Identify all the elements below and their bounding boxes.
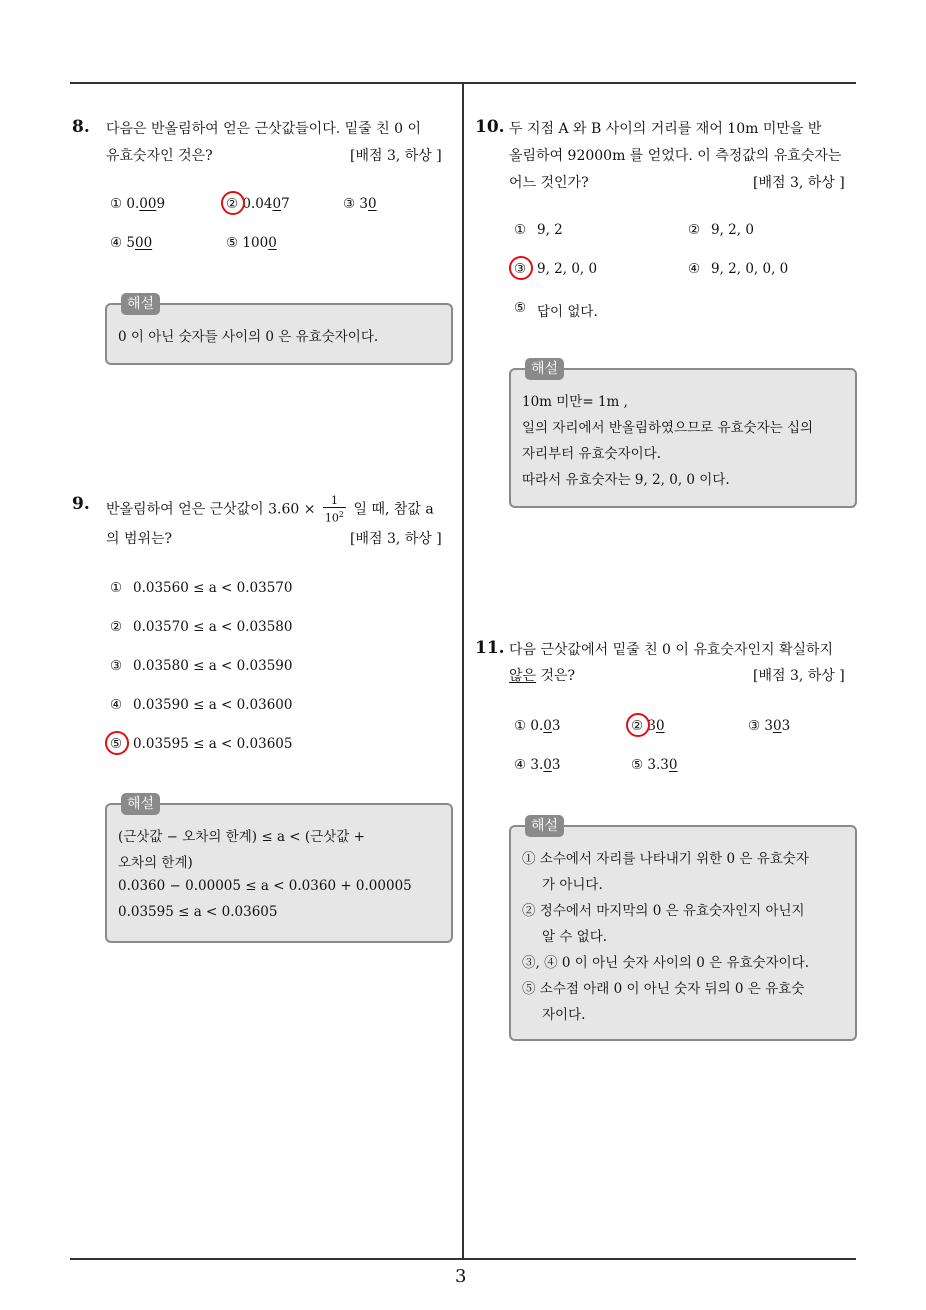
underlined-digits: 0 bbox=[543, 757, 552, 773]
option-5[interactable] bbox=[631, 757, 677, 773]
option-mark: ① bbox=[110, 196, 123, 212]
underlined-digits: 0 bbox=[656, 718, 665, 734]
option-2[interactable]: 0.03570 ≤ a < 0.03580 bbox=[133, 619, 293, 635]
underlined-digits: 0 bbox=[368, 196, 377, 212]
option-text: 9 bbox=[156, 196, 166, 212]
option-mark: ② bbox=[226, 196, 239, 212]
answer-circle bbox=[509, 256, 533, 280]
underlined-digits: 0 bbox=[668, 757, 678, 773]
option-text: 3 bbox=[764, 718, 773, 734]
option-4[interactable] bbox=[514, 757, 560, 773]
underlined-digits: 0 bbox=[272, 196, 282, 212]
answer-circle bbox=[221, 191, 245, 215]
option-3[interactable] bbox=[748, 718, 790, 734]
explanation-box bbox=[105, 796, 453, 943]
explanation-tag: 해설 bbox=[121, 293, 160, 315]
option-5[interactable] bbox=[226, 235, 277, 251]
explanation-line: ① 소수에서 자리를 나타내기 위한 0 은 유효숫자 bbox=[522, 851, 809, 867]
explanation-line: ③, ④ 0 이 아닌 숫자 사이의 0 은 유효숫자이다. bbox=[522, 955, 809, 971]
explanation-box bbox=[509, 818, 857, 1041]
option-4[interactable] bbox=[110, 235, 152, 251]
option-1[interactable]: 0.03560 ≤ a < 0.03570 bbox=[133, 580, 293, 596]
option-text: 3.3 bbox=[647, 757, 669, 773]
explanation-line: ② 정수에서 마지막의 0 은 유효숫자인지 아닌지 bbox=[522, 903, 805, 919]
underlined-digits: 0 bbox=[268, 235, 277, 251]
underlined-digits: 00 bbox=[135, 235, 153, 251]
column-divider bbox=[462, 83, 464, 1259]
option-text: 5 bbox=[126, 235, 135, 251]
question-text: 다음은 반올림하여 얻은 근삿값들이다. 밑줄 친 0 이 bbox=[106, 121, 421, 137]
explanation-tag: 해설 bbox=[121, 793, 160, 815]
score-label: [배점 3, 하상 ] bbox=[753, 668, 845, 684]
page-number: 3 bbox=[455, 1266, 467, 1287]
fraction-denominator bbox=[323, 508, 346, 525]
option-3[interactable]: 0.03580 ≤ a < 0.03590 bbox=[133, 658, 293, 674]
score-label: [배점 3, 하상 ] bbox=[350, 531, 442, 547]
option-text: 0.04 bbox=[242, 196, 273, 212]
option-text: 3 bbox=[551, 718, 561, 734]
explanation-line: 10m 미만= 1m , bbox=[522, 394, 628, 410]
bottom-rule bbox=[70, 1258, 856, 1260]
question-text bbox=[509, 665, 575, 685]
explanation-line: 0.03595 ≤ a < 0.03605 bbox=[118, 904, 278, 920]
explanation-line: 자이다. bbox=[542, 1007, 586, 1023]
option-mark: ① bbox=[514, 718, 527, 734]
option-3[interactable] bbox=[343, 196, 377, 212]
denominator-exponent: 2 bbox=[338, 510, 345, 519]
fraction-numerator: 1 bbox=[323, 494, 346, 508]
option-4[interactable]: 0.03590 ≤ a < 0.03600 bbox=[133, 697, 293, 713]
option-mark: ② bbox=[631, 718, 644, 734]
option-5[interactable]: 답이 없다. bbox=[537, 304, 598, 320]
explanation-line: 0 이 아닌 숫자들 사이의 0 은 유효숫자이다. bbox=[118, 329, 379, 345]
option-mark: ④ bbox=[110, 235, 123, 251]
question-text: 두 지점 A 와 B 사이의 거리를 재어 10m 미만을 반 bbox=[509, 121, 822, 137]
option-text: 3 bbox=[647, 718, 656, 734]
option-mark: ④ bbox=[514, 757, 527, 773]
option-mark: ② bbox=[688, 222, 701, 238]
explanation-box bbox=[105, 296, 453, 365]
explanation-line: 따라서 유효숫자는 9, 2, 0, 0 이다. bbox=[522, 472, 730, 488]
explanation-line: 자리부터 유효숫자이다. bbox=[522, 446, 661, 462]
question-text-part: 반올림하여 얻은 근삿값이 3.60 × bbox=[106, 501, 316, 518]
explanation-line: ⑤ 소수점 아래 0 이 아닌 숫자 뒤의 0 은 유효숫 bbox=[522, 981, 805, 997]
explanation-line: 일의 자리에서 반올림하였으므로 유효숫자는 십의 bbox=[522, 420, 814, 436]
explanation-line: 0.0360 − 0.00005 ≤ a < 0.0360 + 0.00005 bbox=[118, 878, 412, 894]
option-3[interactable]: 9, 2, 0, 0 bbox=[537, 261, 598, 277]
question-text: 다음 근삿값에서 밑줄 친 0 이 유효숫자인지 확실하지 bbox=[509, 642, 834, 658]
option-mark: ④ bbox=[688, 261, 701, 277]
option-mark: ⑤ bbox=[514, 300, 527, 316]
question-text bbox=[106, 494, 434, 525]
question-number: 9. bbox=[72, 494, 90, 514]
explanation-line: 알 수 없다. bbox=[542, 929, 608, 945]
question-text: 어느 것인가? bbox=[509, 175, 589, 191]
fraction bbox=[323, 494, 346, 525]
option-text: 3 bbox=[551, 757, 561, 773]
answer-circle bbox=[626, 713, 650, 737]
option-2[interactable]: 9, 2, 0 bbox=[711, 222, 754, 238]
option-4[interactable]: 9, 2, 0, 0, 0 bbox=[711, 261, 789, 277]
question-number: 10. bbox=[475, 117, 505, 137]
underlined-digits: 0 bbox=[773, 718, 782, 734]
question-number: 11. bbox=[475, 638, 505, 658]
option-mark: ③ bbox=[514, 261, 527, 277]
option-text: 3 bbox=[359, 196, 368, 212]
underlined-word: 않은 bbox=[509, 668, 537, 684]
explanation-tag: 해설 bbox=[525, 358, 564, 380]
option-text: 3. bbox=[530, 757, 544, 773]
denominator-base: 10 bbox=[324, 511, 339, 525]
underlined-digits: 0 bbox=[543, 718, 552, 734]
explanation-tag: 해설 bbox=[525, 815, 564, 837]
option-mark: ④ bbox=[110, 697, 123, 713]
option-mark: ③ bbox=[748, 718, 761, 734]
question-text: 의 범위는? bbox=[106, 531, 173, 547]
score-label: [배점 3, 하상 ] bbox=[350, 148, 442, 164]
option-1[interactable] bbox=[514, 718, 560, 734]
option-mark: ⑤ bbox=[631, 757, 644, 773]
option-mark: ① bbox=[110, 580, 123, 596]
question-number: 8. bbox=[72, 117, 90, 137]
question-text-part: 일 때, 참값 a bbox=[353, 501, 434, 518]
explanation-line: 가 아니다. bbox=[542, 877, 603, 893]
option-mark: ② bbox=[110, 619, 123, 635]
score-label: [배점 3, 하상 ] bbox=[753, 175, 845, 191]
option-mark: ⑤ bbox=[226, 235, 239, 251]
option-text: 100 bbox=[242, 235, 269, 251]
underlined-digits: 00 bbox=[139, 196, 157, 212]
question-text: 올림하여 92000m 를 얻었다. 이 측정값의 유효숫자는 bbox=[509, 148, 842, 164]
question-text: 유효숫자인 것은? bbox=[106, 148, 213, 164]
question-text-part: 것은? bbox=[536, 668, 576, 684]
option-mark: ③ bbox=[110, 658, 123, 674]
option-text: 3 bbox=[781, 718, 791, 734]
explanation-box bbox=[509, 361, 857, 508]
option-1[interactable]: 9, 2 bbox=[537, 222, 563, 238]
explanation-line: 오차의 한계) bbox=[118, 855, 193, 871]
option-mark: ③ bbox=[343, 196, 356, 212]
option-1[interactable] bbox=[110, 196, 165, 212]
option-mark: ⑤ bbox=[110, 736, 123, 752]
answer-circle bbox=[105, 731, 129, 755]
option-mark: ① bbox=[514, 222, 527, 238]
option-text: 0. bbox=[126, 196, 140, 212]
option-5[interactable]: 0.03595 ≤ a < 0.03605 bbox=[133, 736, 293, 752]
explanation-line: (근삿값 − 오차의 한계) ≤ a < (근삿값 + bbox=[118, 829, 365, 845]
option-text: 7 bbox=[281, 196, 290, 212]
option-text: 0. bbox=[530, 718, 544, 734]
